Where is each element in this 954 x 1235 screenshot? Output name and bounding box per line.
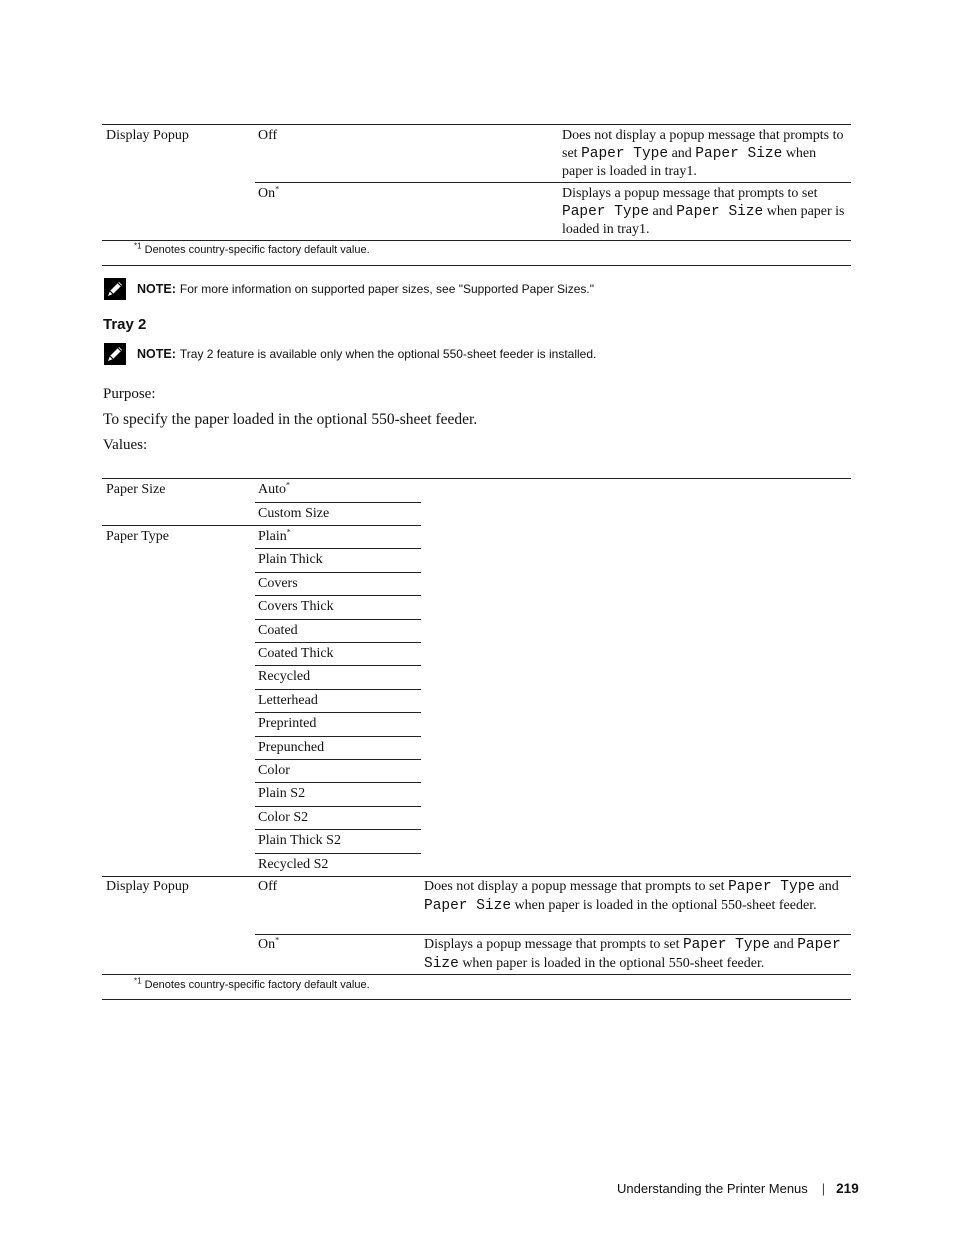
table1-top-rule xyxy=(102,124,851,125)
paper-size-label: Paper Size xyxy=(106,482,166,497)
option-row xyxy=(255,666,421,689)
table1-footnote-rule xyxy=(102,265,851,266)
purpose-text: To specify the paper loaded in the optional 550-sheet feeder. xyxy=(103,411,478,428)
table1-desc-off: Does not display a popup message that prompts to set Paper Type and Paper Size when paper is loaded in tray1. xyxy=(562,128,844,179)
option-label: Recycled S2 xyxy=(258,856,329,872)
table1-row-divider xyxy=(255,182,851,183)
popup-value-on: On* xyxy=(258,935,280,952)
option-row xyxy=(255,783,421,806)
table2-top-rule xyxy=(102,478,851,479)
option-label: Plain Thick xyxy=(258,552,323,568)
option-label: Recycled xyxy=(258,669,311,685)
option-row xyxy=(255,854,421,877)
table2-bottom-rule xyxy=(102,974,851,975)
default-marker: * xyxy=(286,480,290,490)
option-row xyxy=(255,690,421,713)
option-row xyxy=(255,549,421,572)
table1-footnote: $^{*1}$ Denotes country-specific factory default value. xyxy=(134,241,370,256)
option-row xyxy=(255,760,421,783)
note-paper-sizes: NOTE: For more information on supported paper sizes, see "Supported Paper Sizes." xyxy=(104,278,594,300)
table2-footnote: $^{*1}$ Denotes country-specific factory default value. xyxy=(134,976,370,991)
option-row xyxy=(255,573,421,596)
footer-separator: | xyxy=(821,1181,826,1196)
table1-setting-label: Display Popup xyxy=(106,128,189,143)
option-label: Color S2 xyxy=(258,809,309,825)
option-label: Coated Thick xyxy=(258,646,334,661)
popup-desc-off: Does not display a popup message that prompts to set Paper Type and Paper Size when paper is loaded in the optional 550-sheet feeder. xyxy=(424,879,839,914)
option-row xyxy=(255,807,421,830)
option-label: Preprinted xyxy=(258,716,317,732)
note-pencil-icon xyxy=(104,343,126,365)
table1-value-on: On* xyxy=(258,184,280,201)
option-label: Coated xyxy=(258,622,298,638)
popup-desc-on: Displays a popup message that prompts to set Paper Type and Paper Size when paper is loaded in the optional 550-sheet feeder. xyxy=(424,937,841,972)
option-label: Plain S2 xyxy=(258,786,306,802)
note-pencil-icon xyxy=(104,278,126,300)
option-label: Prepunched xyxy=(258,739,325,755)
option-row xyxy=(255,479,421,503)
note-tray2: NOTE: Tray 2 feature is available only when the optional 550-sheet feeder is installed. xyxy=(104,343,596,365)
popup-value-off: Off xyxy=(258,879,278,894)
option-row xyxy=(255,620,421,643)
option-label: Covers xyxy=(258,575,298,591)
option-label: Letterhead xyxy=(258,692,318,708)
table1-desc-on: Displays a popup message that prompts to set Paper Type and Paper Size when paper is loaded in tray1. xyxy=(562,186,845,237)
option-label: Color xyxy=(258,763,290,778)
option-label: Covers Thick xyxy=(258,599,334,615)
purpose-label: Purpose: xyxy=(103,386,156,402)
option-row xyxy=(255,503,421,527)
option-label: Plain Thick S2 xyxy=(258,833,341,849)
option-row xyxy=(255,830,421,853)
table1-bottom-rule xyxy=(102,240,851,241)
table2-footnote-rule xyxy=(102,999,851,1000)
option-row xyxy=(255,737,421,760)
popup-row-divider xyxy=(255,934,851,935)
option-label: Custom Size xyxy=(258,505,330,521)
option-row xyxy=(255,596,421,619)
page-number: 219 xyxy=(836,1181,859,1196)
values-label: Values: xyxy=(103,437,148,453)
section-title: Tray 2 xyxy=(103,316,147,333)
default-marker: * xyxy=(286,527,291,537)
option-label: Auto xyxy=(258,482,286,497)
footer-section-title: Understanding the Printer Menus xyxy=(617,1181,808,1196)
table2-popup-rule xyxy=(102,876,851,877)
paper-type-label: Paper Type xyxy=(106,529,169,544)
option-row xyxy=(255,713,421,736)
option-row xyxy=(255,643,421,666)
display-popup-label: Display Popup xyxy=(106,879,189,894)
option-label: Plain xyxy=(258,529,287,544)
table1-value-off: Off xyxy=(258,128,278,143)
option-row xyxy=(255,526,421,549)
page-footer xyxy=(617,1181,859,1196)
